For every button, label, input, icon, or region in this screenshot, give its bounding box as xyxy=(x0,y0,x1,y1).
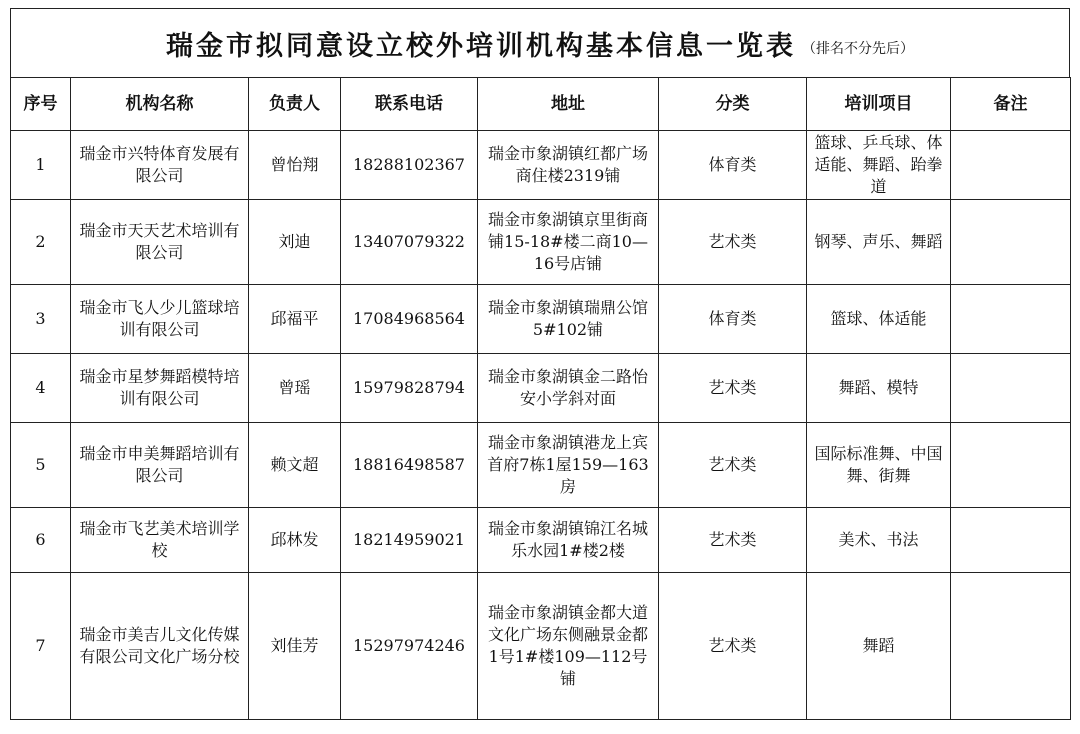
cell-program: 美术、书法 xyxy=(807,508,951,573)
institution-table xyxy=(10,77,1071,720)
cell-program: 国际标准舞、中国舞、街舞 xyxy=(807,423,951,508)
cell-program: 篮球、乒乓球、体适能、舞蹈、跆拳道 xyxy=(807,131,951,200)
cell-note xyxy=(951,573,1071,720)
cell-seq: 3 xyxy=(11,285,71,354)
cell-program: 篮球、体适能 xyxy=(807,285,951,354)
document-title: 瑞金市拟同意设立校外培训机构基本信息一览表 xyxy=(166,30,796,62)
cell-address: 瑞金市象湖镇金二路怡安小学斜对面 xyxy=(478,354,659,423)
cell-seq: 5 xyxy=(11,423,71,508)
cell-note xyxy=(951,200,1071,285)
cell-category: 艺术类 xyxy=(659,354,807,423)
cell-manager: 曾怡翔 xyxy=(249,131,341,200)
cell-category: 艺术类 xyxy=(659,573,807,720)
cell-address: 瑞金市象湖镇红都广场商住楼2319铺 xyxy=(478,131,659,200)
cell-address: 瑞金市象湖镇金都大道文化广场东侧融景金都1号1#楼109—112号铺 xyxy=(478,573,659,720)
document-sheet xyxy=(10,8,1070,724)
cell-name: 瑞金市飞人少儿篮球培训有限公司 xyxy=(71,285,249,354)
cell-address: 瑞金市象湖镇京里街商铺15-18#楼二商10—16号店铺 xyxy=(478,200,659,285)
cell-phone: 18288102367 xyxy=(341,131,478,200)
table-row xyxy=(11,423,1071,508)
header-row xyxy=(11,78,1071,131)
cell-category: 艺术类 xyxy=(659,508,807,573)
table-row xyxy=(11,354,1071,423)
cell-name: 瑞金市美吉儿文化传媒有限公司文化广场分校 xyxy=(71,573,249,720)
cell-manager: 曾瑶 xyxy=(249,354,341,423)
cell-category: 艺术类 xyxy=(659,200,807,285)
cell-note xyxy=(951,423,1071,508)
cell-program: 舞蹈 xyxy=(807,573,951,720)
cell-seq: 7 xyxy=(11,573,71,720)
cell-phone: 18214959021 xyxy=(341,508,478,573)
cell-address: 瑞金市象湖镇锦江名城乐水园1#楼2楼 xyxy=(478,508,659,573)
cell-name: 瑞金市兴特体育发展有限公司 xyxy=(71,131,249,200)
title-row xyxy=(10,8,1070,77)
header-program: 培训项目 xyxy=(807,78,951,131)
cell-phone: 17084968564 xyxy=(341,285,478,354)
cell-phone: 15979828794 xyxy=(341,354,478,423)
table-row xyxy=(11,131,1071,200)
document-subtitle: （排名不分先后） xyxy=(802,41,914,57)
cell-name: 瑞金市星梦舞蹈模特培训有限公司 xyxy=(71,354,249,423)
cell-manager: 刘佳芳 xyxy=(249,573,341,720)
cell-category: 体育类 xyxy=(659,131,807,200)
cell-phone: 18816498587 xyxy=(341,423,478,508)
header-seq: 序号 xyxy=(11,78,71,131)
cell-name: 瑞金市飞艺美术培训学校 xyxy=(71,508,249,573)
table-row xyxy=(11,285,1071,354)
header-category: 分类 xyxy=(659,78,807,131)
cell-manager: 赖文超 xyxy=(249,423,341,508)
cell-seq: 1 xyxy=(11,131,71,200)
cell-category: 体育类 xyxy=(659,285,807,354)
cell-program: 钢琴、声乐、舞蹈 xyxy=(807,200,951,285)
cell-address: 瑞金市象湖镇瑞鼎公馆5#102铺 xyxy=(478,285,659,354)
header-manager: 负责人 xyxy=(249,78,341,131)
cell-address: 瑞金市象湖镇港龙上宾首府7栋1屋159—163房 xyxy=(478,423,659,508)
cell-category: 艺术类 xyxy=(659,423,807,508)
header-name: 机构名称 xyxy=(71,78,249,131)
header-address: 地址 xyxy=(478,78,659,131)
cell-note xyxy=(951,285,1071,354)
cell-note xyxy=(951,508,1071,573)
cell-program: 舞蹈、模特 xyxy=(807,354,951,423)
cell-phone: 13407079322 xyxy=(341,200,478,285)
header-phone: 联系电话 xyxy=(341,78,478,131)
cell-manager: 刘迪 xyxy=(249,200,341,285)
cell-manager: 邱林发 xyxy=(249,508,341,573)
cell-note xyxy=(951,131,1071,200)
header-note: 备注 xyxy=(951,78,1071,131)
cell-phone: 15297974246 xyxy=(341,573,478,720)
cell-name: 瑞金市申美舞蹈培训有限公司 xyxy=(71,423,249,508)
cell-note xyxy=(951,354,1071,423)
cell-manager: 邱福平 xyxy=(249,285,341,354)
cell-seq: 6 xyxy=(11,508,71,573)
cell-seq: 2 xyxy=(11,200,71,285)
table-row xyxy=(11,508,1071,573)
table-row xyxy=(11,573,1071,720)
cell-name: 瑞金市天天艺术培训有限公司 xyxy=(71,200,249,285)
table-row xyxy=(11,200,1071,285)
cell-seq: 4 xyxy=(11,354,71,423)
